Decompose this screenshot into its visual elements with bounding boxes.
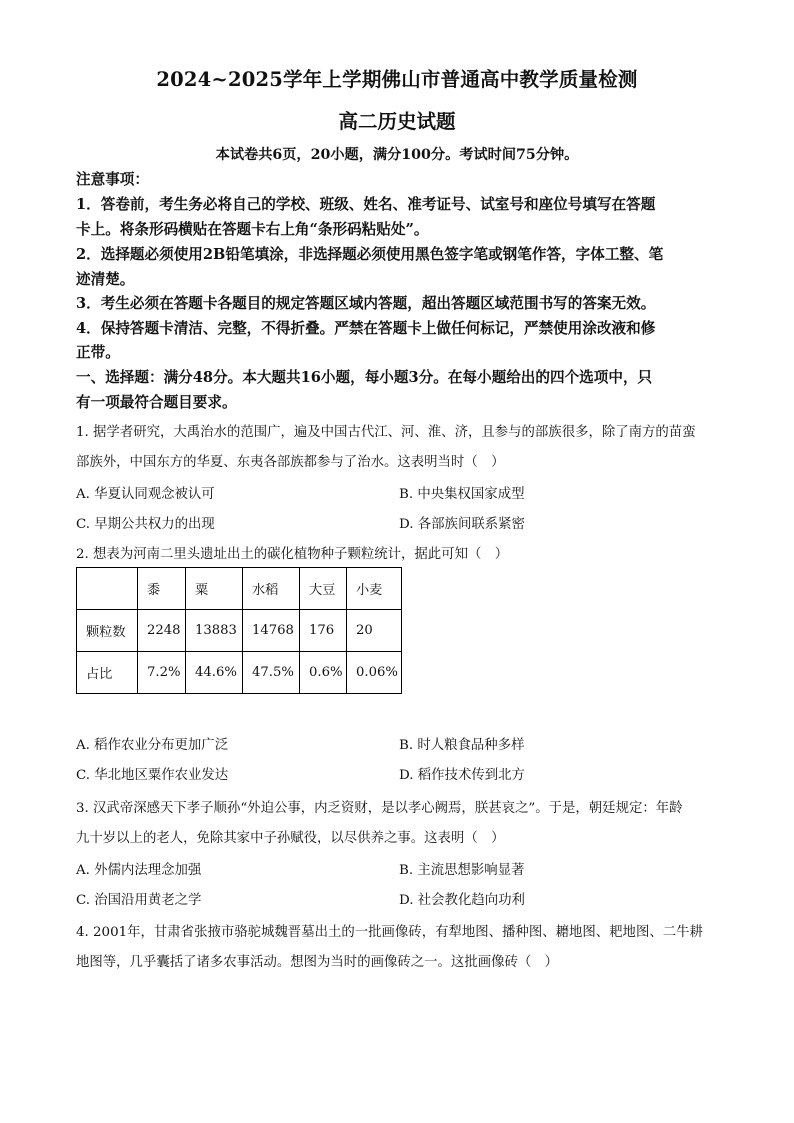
table-cell: 颗粒数 <box>77 610 138 652</box>
table-row <box>77 652 402 694</box>
table-cell: 47.5% <box>243 652 300 694</box>
section-heading: 一、选择题：满分48分。本大题共16小题，每小题3分。在每小题给出的四个选项中，只 <box>76 369 653 386</box>
table-cell: 176 <box>300 610 347 652</box>
table-cell: 0.06% <box>347 652 402 694</box>
question-2-option-b: B. 时人粮食品种多样 <box>399 738 525 753</box>
question-2-stem: 2. 想表为河南二里头遗址出土的碳化植物种子颗粒统计，据此可知（ ） <box>76 547 509 562</box>
question-4-stem: 4. 2001年，甘肃省张掖市骆驼城魏晋墓出土的一批画像砖，有犁地图、播种图、耱地图、耙地图、二牛耕 <box>76 925 703 940</box>
table-row <box>77 610 402 652</box>
question-4-stem: 地图等，几乎囊括了诸多农事活动。想图为当时的画像砖之一。这批画像砖（ ） <box>76 955 559 970</box>
question-1-stem: 1. 据学者研究，大禹治水的范围广，遍及中国古代江、河、淮、济，且参与的部族很多，除了南方的苗蛮 <box>76 425 696 440</box>
table-cell: 0.6% <box>300 652 347 694</box>
question-1-stem: 部族外，中国东方的华夏、东夷各部族都参与了治水。这表明当时（ ） <box>76 455 505 470</box>
table-cell: 44.6% <box>186 652 243 694</box>
notes-heading: 注意事项： <box>76 171 149 188</box>
question-3-option-d: D. 社会教化趋向功利 <box>399 893 525 908</box>
notes-line: 3．考生必须在答题卡各题目的规定答题区域内答题，超出答题区域范围书写的答案无效。 <box>76 295 656 312</box>
question-2-option-a: A. 稻作农业分布更加广泛 <box>76 738 229 753</box>
notes-line: 2．选择题必须使用2B铅笔填涂，非选择题必须使用黑色签字笔或钢笔作答，字体工整、笔 <box>76 246 664 263</box>
table-header-cell: 大豆 <box>300 568 347 610</box>
question-3-option-b: B. 主流思想影响显著 <box>399 863 525 878</box>
notes-line: 1．答卷前，考生务必将自己的学校、班级、姓名、准考证号、试室号和座位号填写在答题 <box>76 196 656 213</box>
question-3-stem: 3. 汉武帝深感天下孝子顺孙“外迫公事，内乏资财，是以孝心阙焉，朕甚哀之”。于是，朝廷规定：年龄 <box>76 801 683 816</box>
question-1-option-b: B. 中央集权国家成型 <box>399 487 525 502</box>
table-cell: 20 <box>347 610 402 652</box>
notes-line: 卡上。将条形码横贴在答题卡右上角“条形码粘贴处”。 <box>76 221 429 238</box>
question-1-option-d: D. 各部族间联系紧密 <box>399 517 525 532</box>
table-cell: 占比 <box>77 652 138 694</box>
grain-table <box>76 567 402 694</box>
notes-line: 迹清楚。 <box>76 271 135 288</box>
table-cell: 13883 <box>186 610 243 652</box>
section-heading: 有一项最符合题目要求。 <box>76 394 237 411</box>
question-1-option-c: C. 早期公共权力的出现 <box>76 517 215 532</box>
notes-line: 正带。 <box>76 344 120 361</box>
question-2-option-d: D. 稻作技术传到北方 <box>399 768 525 783</box>
question-3-stem: 九十岁以上的老人，免除其家中子孙赋役，以尽供养之事。这表明（ ） <box>76 831 505 846</box>
exam-title: 2024~2025学年上学期佛山市普通高中教学质量检测 <box>156 68 638 91</box>
table-header-row <box>77 568 402 610</box>
table-cell: 2248 <box>138 610 186 652</box>
question-3-option-c: C. 治国沿用黄老之学 <box>76 893 202 908</box>
table-cell: 14768 <box>243 610 300 652</box>
table-header-cell: 小麦 <box>347 568 402 610</box>
notes-line: 4．保持答题卡清洁、完整，不得折叠。严禁在答题卡上做任何标记，严禁使用涂改液和修 <box>76 320 656 337</box>
question-2-option-c: C. 华北地区粟作农业发达 <box>76 768 229 783</box>
exam-meta: 本试卷共6页，20小题，满分100分。考试时间75分钟。 <box>215 147 579 163</box>
exam-subtitle: 高二历史试题 <box>338 110 456 133</box>
table-header-cell: 水稻 <box>243 568 300 610</box>
table-header-cell <box>77 568 138 610</box>
question-1-option-a: A. 华夏认同观念被认可 <box>76 487 215 502</box>
question-3-option-a: A. 外儒内法理念加强 <box>76 863 202 878</box>
table-header-cell: 黍 <box>138 568 186 610</box>
table-header-cell: 粟 <box>186 568 243 610</box>
table-cell: 7.2% <box>138 652 186 694</box>
